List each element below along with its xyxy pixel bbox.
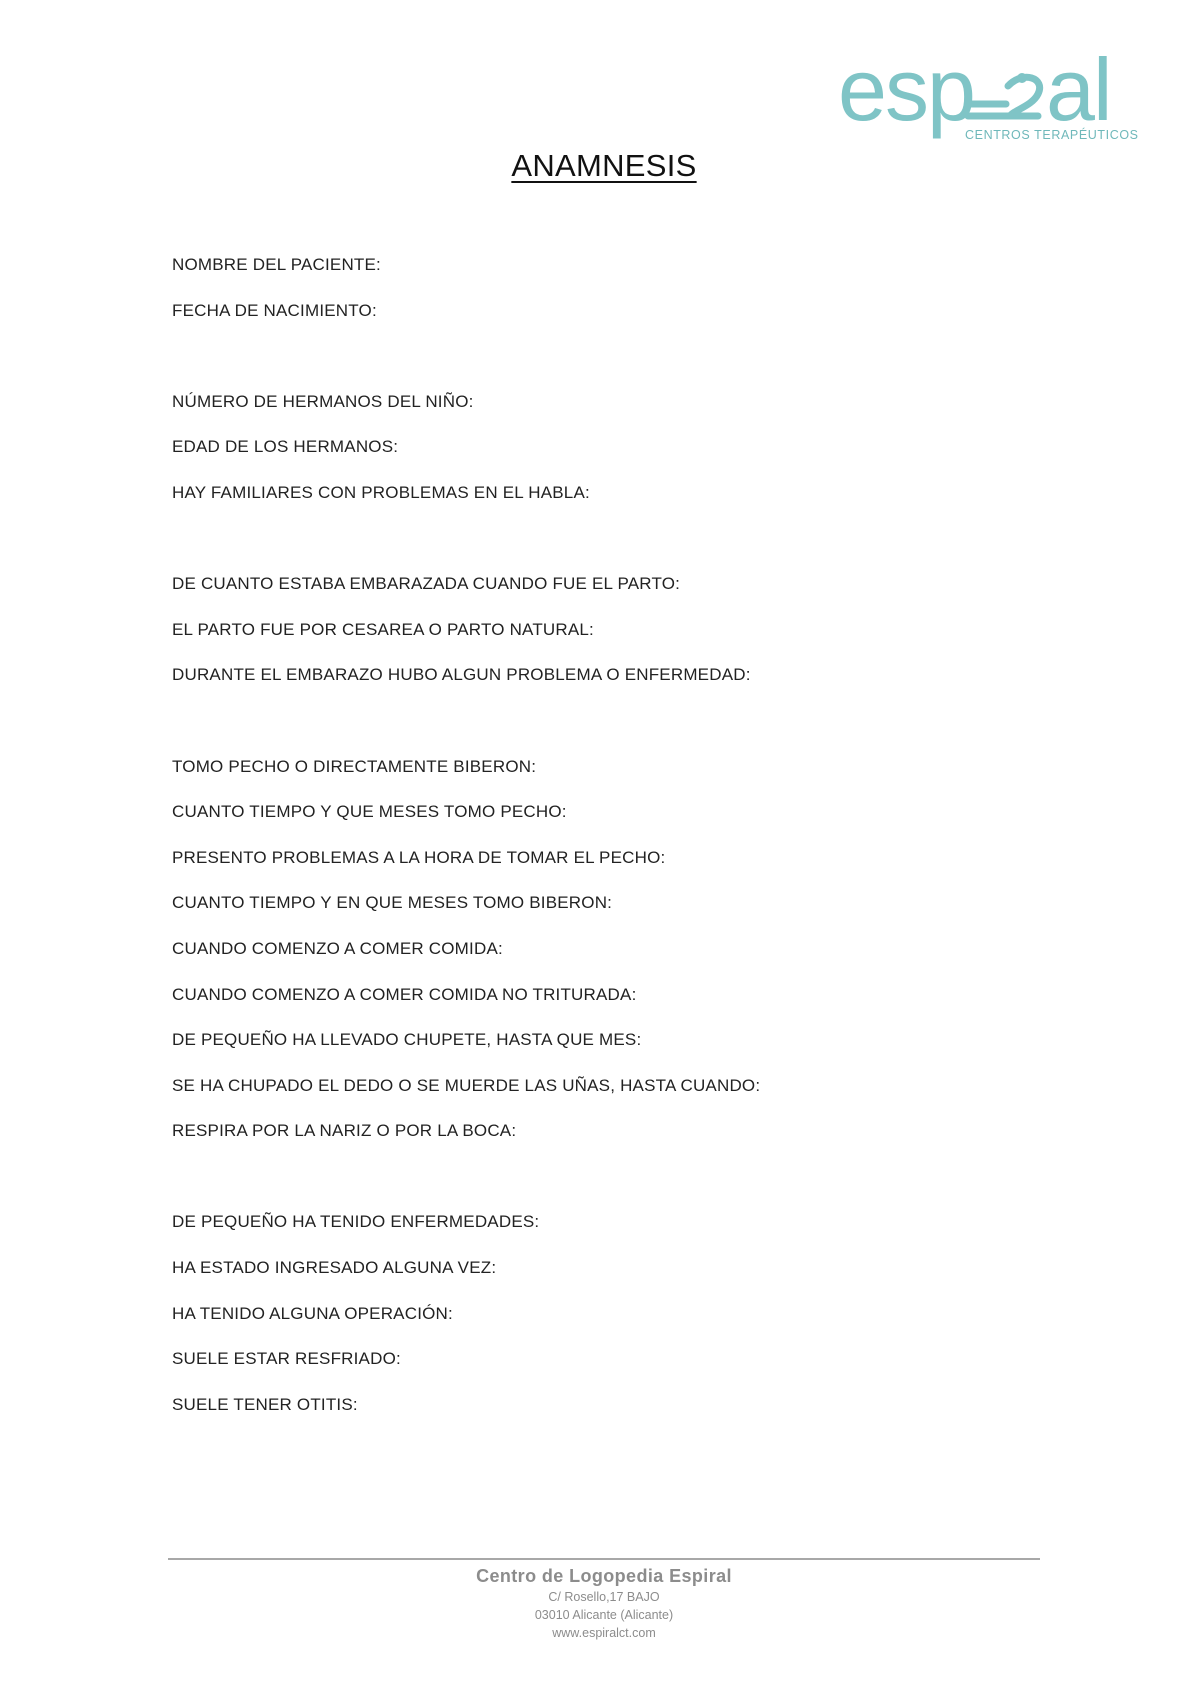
form-field-label: RESPIRA POR LA NARIZ O POR LA BOCA: (172, 1121, 517, 1141)
form-field-label: DE PEQUEÑO HA TENIDO ENFERMEDADES: (172, 1212, 540, 1232)
form-field-label: DE CUANTO ESTABA EMBARAZADA CUANDO FUE EL PARTO: (172, 574, 681, 594)
form-field-label: SUELE ESTAR RESFRIADO: (172, 1349, 401, 1369)
company-logo (838, 40, 1139, 148)
footer-divider (168, 1558, 1040, 1560)
form-field-label: EDAD DE LOS HERMANOS: (172, 437, 399, 457)
form-field-label: DURANTE EL EMBARAZO HUBO ALGUN PROBLEMA O ENFERMEDAD: (172, 665, 751, 685)
form-field-label: CUANTO TIEMPO Y EN QUE MESES TOMO BIBERON: (172, 893, 613, 913)
form-field-label: CUANTO TIEMPO Y QUE MESES TOMO PECHO: (172, 802, 567, 822)
field-spacer (172, 346, 760, 392)
field-spacer (172, 1167, 760, 1213)
form-field-label: CUANDO COMENZO A COMER COMIDA NO TRITURADA: (172, 984, 637, 1004)
field-spacer (172, 711, 760, 757)
footer-city: 03010 Alicante (Alicante) (534, 1608, 674, 1622)
form-field-label: SUELE TENER OTITIS: (172, 1394, 358, 1414)
form-field-label: NOMBRE DEL PACIENTE: (172, 255, 381, 274)
footer-address: C/ Rosello,17 BAJO (548, 1590, 660, 1604)
form-field-label: HA TENIDO ALGUNA OPERACIÓN: (172, 1303, 453, 1323)
form-field-label: FECHA DE NACIMIENTO: (172, 300, 377, 320)
form-field-label: EL PARTO FUE POR CESAREA O PARTO NATURAL: (172, 619, 594, 639)
logo-subtitle: CENTROS TERAPÉUTICOS (965, 128, 1139, 142)
form-field-label: TOMO PECHO O DIRECTAMENTE BIBERON: (172, 756, 537, 776)
footer-website: www.espiralct.com (552, 1626, 656, 1640)
footer-center-name: Centro de Logopedia Espiral (476, 1566, 732, 1586)
form-field-label: SE HA CHUPADO EL DEDO O SE MUERDE LAS UÑAS, HASTA CUANDO: (172, 1075, 761, 1095)
logo-brand-left: esp (838, 40, 974, 139)
document-title: ANAMNESIS (511, 148, 697, 183)
form-field-label: NÚMERO DE HERMANOS DEL NIÑO: (172, 391, 474, 411)
anamnesis-fields (172, 255, 760, 1440)
footer (0, 1564, 1200, 1642)
form-field-label: DE PEQUEÑO HA LLEVADO CHUPETE, HASTA QUE MES: (172, 1030, 642, 1050)
logo-brand-right: al (1046, 40, 1111, 139)
form-field-label: HA ESTADO INGRESADO ALGUNA VEZ: (172, 1258, 497, 1278)
form-field-label: HAY FAMILIARES CON PROBLEMAS EN EL HABLA: (172, 482, 590, 502)
form-field-label: PRESENTO PROBLEMAS A LA HORA DE TOMAR EL PECHO: (172, 847, 666, 867)
form-field-label: CUANDO COMENZO A COMER COMIDA: (172, 938, 503, 958)
field-spacer (172, 529, 760, 575)
